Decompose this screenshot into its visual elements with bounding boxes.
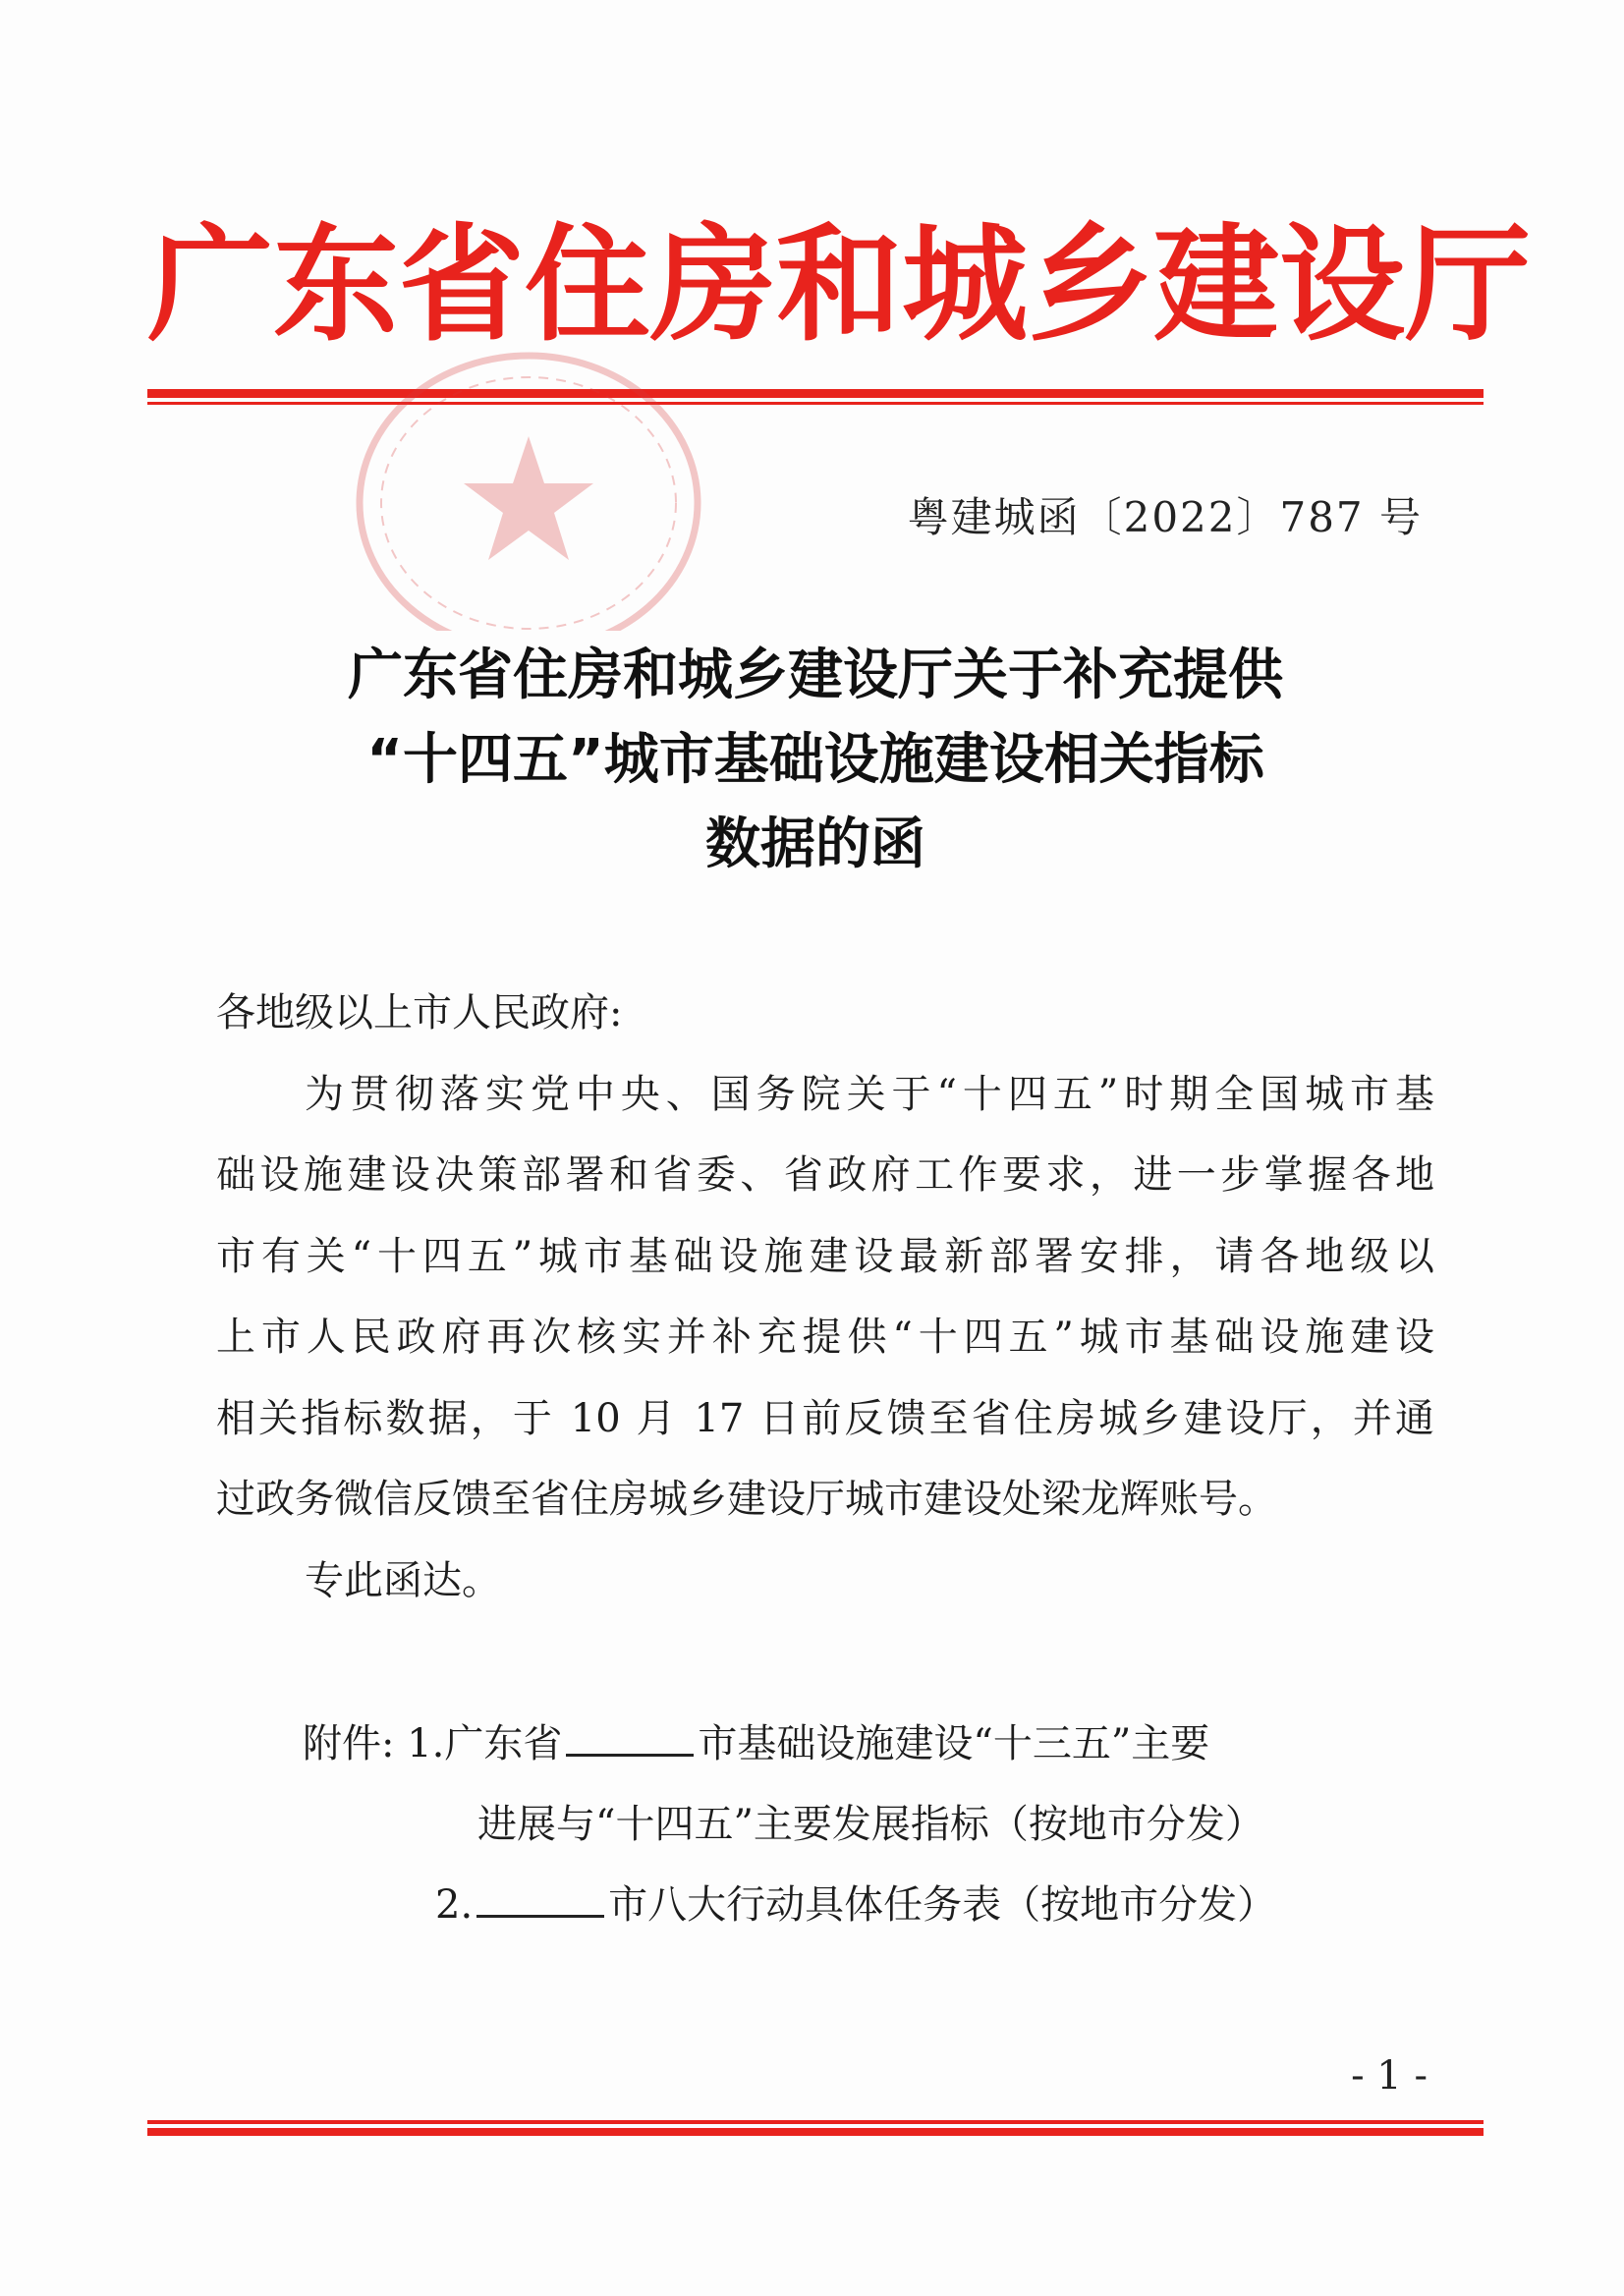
attachment-number: 1. [407,1721,445,1766]
masthead-char: 和 [776,211,903,359]
body-line: 上市人民政府再次核实并补充提供“十四五”城市基础设施建设 [216,1315,1434,1360]
attachment-item-1 [303,1704,1276,1784]
fill-in-blank [566,1714,694,1757]
salutation: 各地级以上市人民政府: [216,990,623,1036]
title-line: “十四五”城市基础设施建设相关指标 [366,728,1264,792]
title-line: 广东省住房和城乡建设厅关于补充提供 [348,644,1283,707]
document-number: 粤建城函〔2022〕787 号 [907,493,1423,541]
title-line: 数据的函 [705,812,925,876]
masthead-rule-thick [147,389,1484,398]
attachment-text: 市基础设施建设“十三五”主要 [698,1721,1210,1766]
footer-rule-thick [147,2128,1484,2136]
masthead-char: 设 [1279,211,1406,359]
masthead-char: 住 [525,211,651,359]
closing-line: 专此函达。 [305,1557,501,1603]
masthead-char: 乡 [1028,211,1154,359]
masthead-char: 建 [1153,211,1280,359]
attachment-prefix: 广东省 [444,1721,563,1766]
red-star-seal-icon [352,346,705,631]
masthead-char: 东 [273,211,400,359]
masthead-char: 厅 [1405,211,1532,359]
masthead-rule-thin [147,402,1484,405]
body-line: 过政务微信反馈至省住房城乡建设厅城市建设处梁龙辉账号。 [216,1477,1277,1522]
attachment-item-2 [303,1865,1276,1945]
attachment-number: 2. [435,1882,474,1928]
masthead-char: 省 [399,211,526,359]
attachment-label: 附件: [303,1721,395,1766]
masthead-char: 房 [650,211,777,359]
masthead-char: 城 [902,211,1029,359]
attachments [303,1704,1276,1945]
masthead [147,206,1532,364]
body-line: 为贯彻落实党中央、国务院关于“十四五”时期全国城市基 [305,1071,1434,1117]
letter-body [216,973,1434,1621]
footer-rule-thin [147,2120,1484,2124]
page-number: - 1 - [1351,2053,1428,2099]
attachment-text: 市八大行动具体任务表（按地市分发） [608,1882,1277,1928]
attachment-item-1-continued: 进展与“十四五”主要发展指标（按地市分发） [477,1802,1264,1847]
body-line: 础设施建设决策部署和省委、省政府工作要求，进一步掌握各地 [216,1152,1434,1198]
body-line: 相关指标数据，于 10 月 17 日前反馈至省住房城乡建设厅，并通 [216,1395,1434,1441]
masthead-char: 广 [147,211,274,359]
document-title [177,634,1454,887]
body-line: 市有关“十四五”城市基础设施建设最新部署安排，请各地级以 [216,1233,1434,1279]
fill-in-blank [476,1876,604,1918]
